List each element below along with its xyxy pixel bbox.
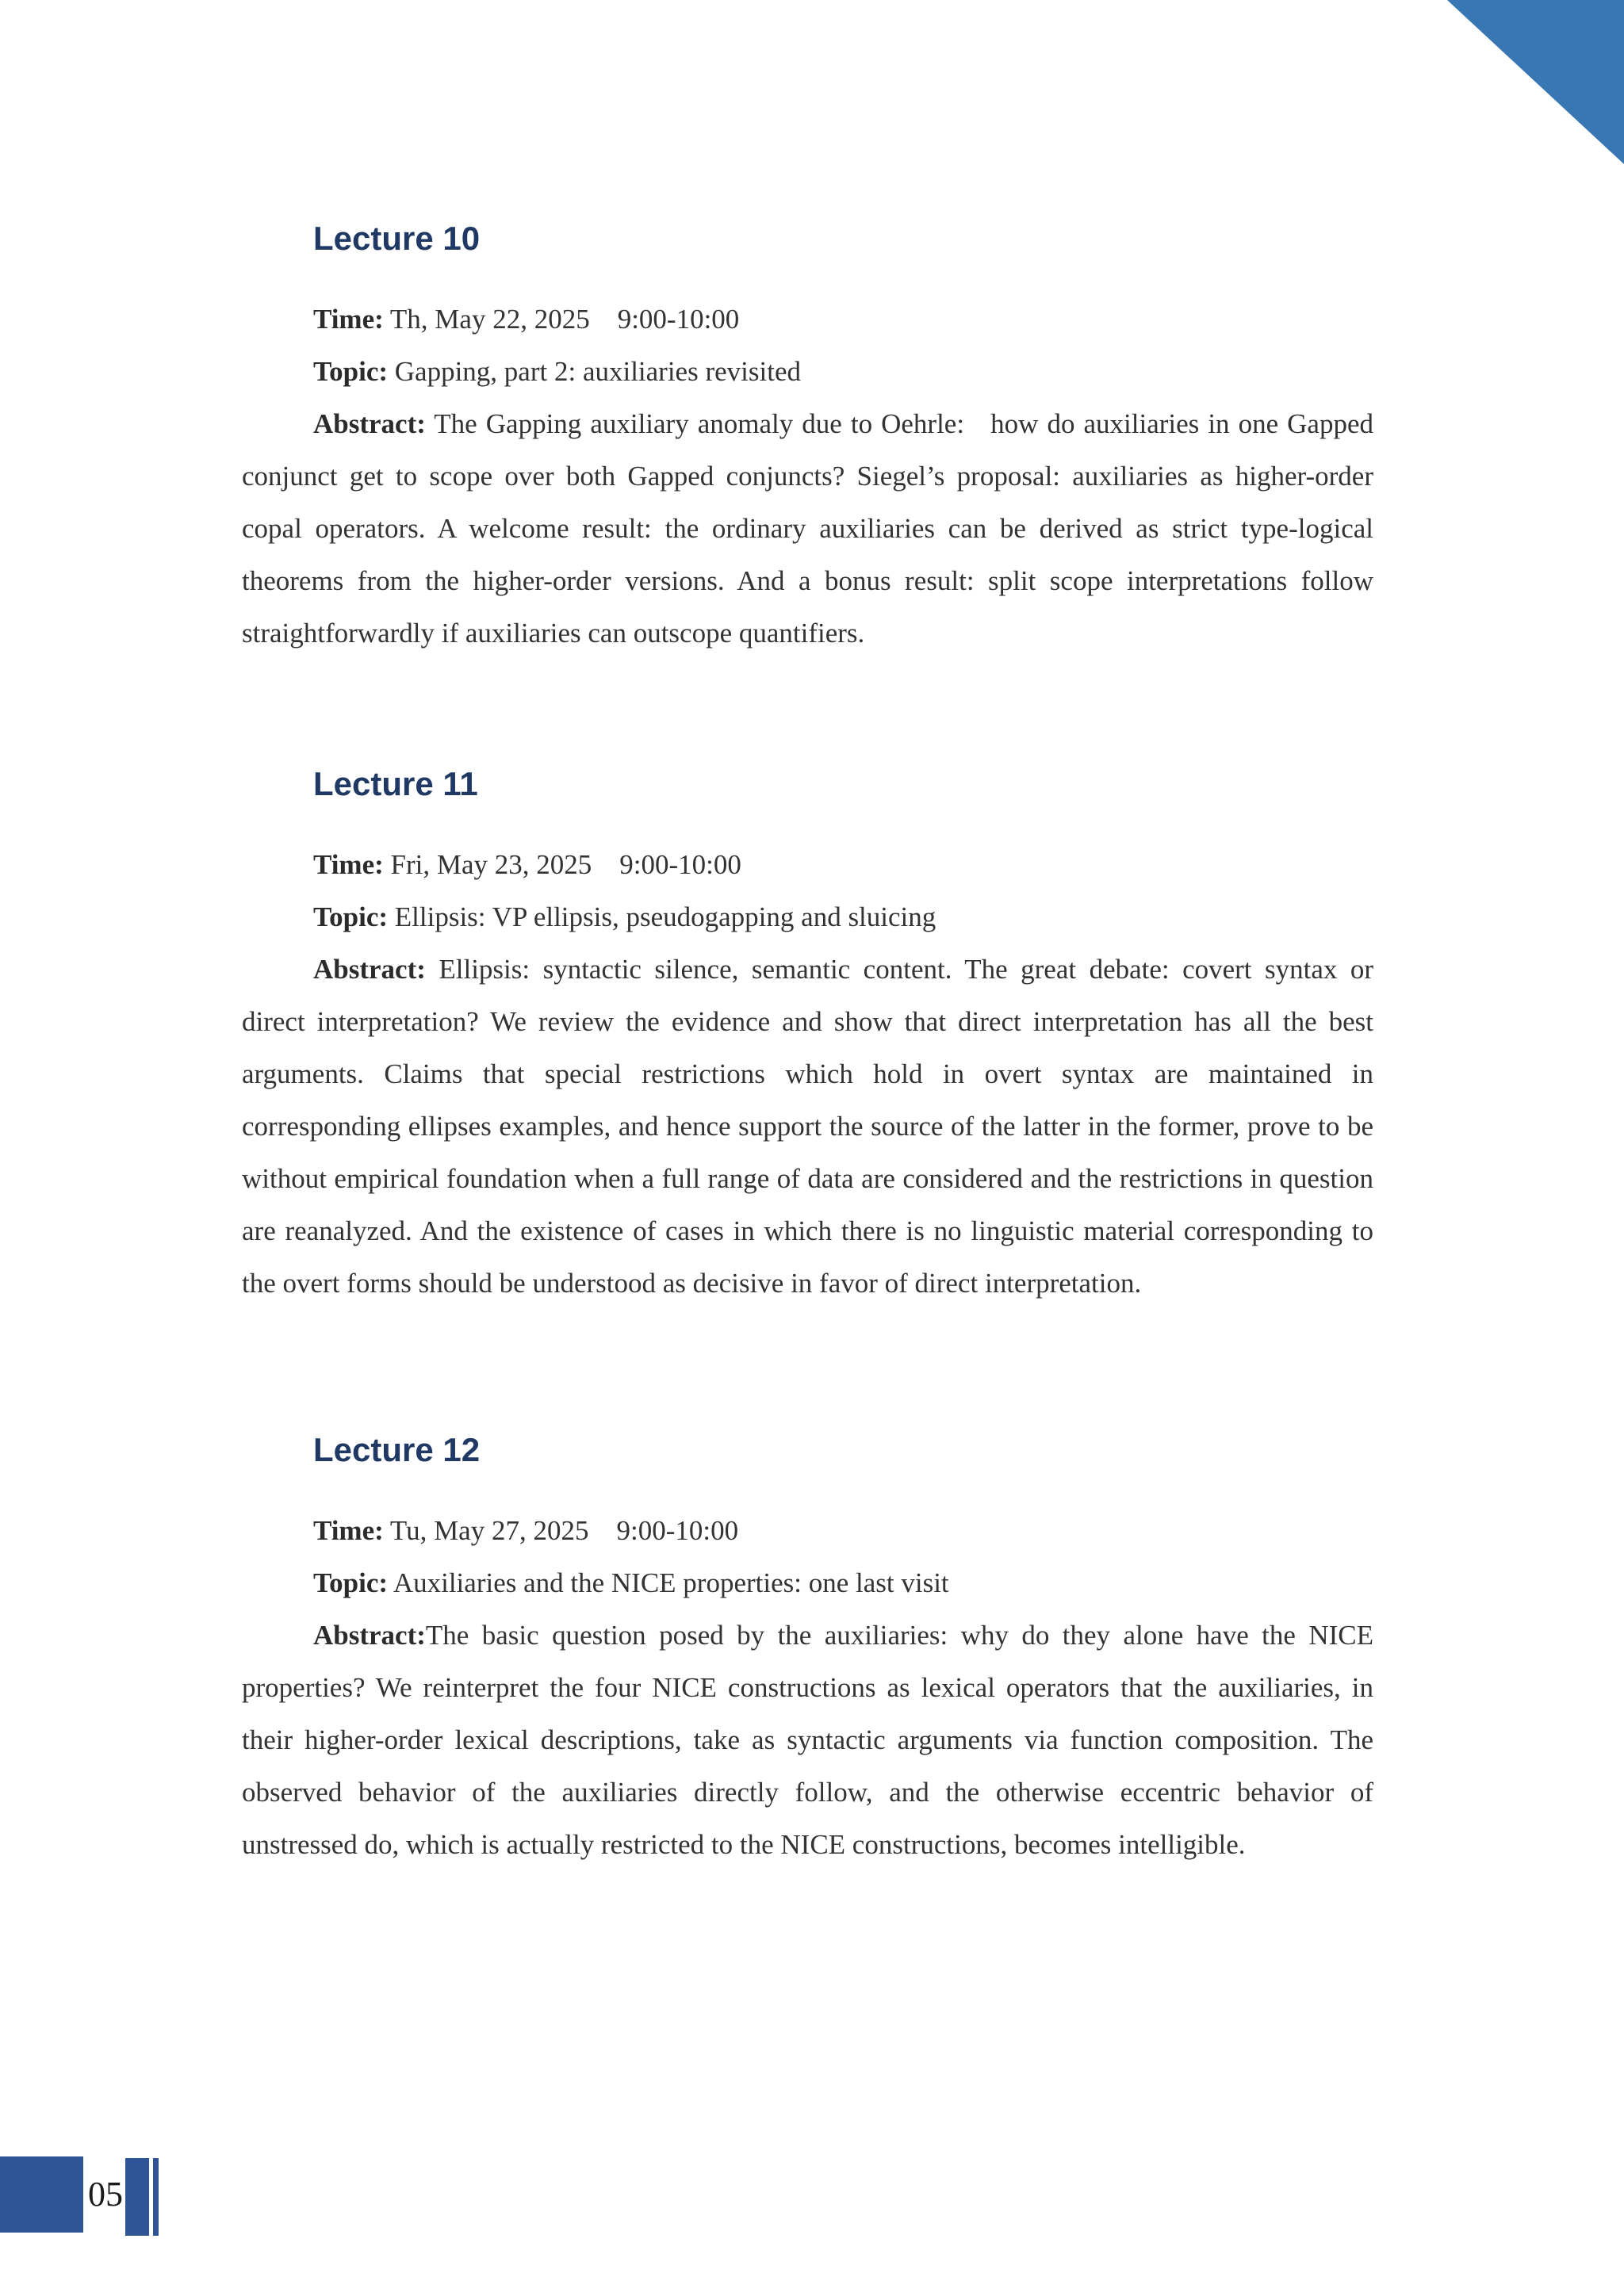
topic-label: Topic: <box>313 356 389 387</box>
footer-bar-thin <box>153 2158 159 2236</box>
time-row <box>242 839 1373 891</box>
abstract-label: Abstract: <box>313 1620 426 1651</box>
lecture-title: Lecture 12 <box>313 1431 481 1468</box>
time-label: Time: <box>313 849 384 880</box>
abstract-paragraph <box>242 398 1373 660</box>
topic-label: Topic: <box>313 901 389 932</box>
lecture-title: Lecture 11 <box>313 765 478 802</box>
lecture-section <box>242 0 1373 660</box>
abstract-paragraph <box>242 943 1373 1310</box>
topic-value: Auxiliaries and the NICE properties: one last visit <box>388 1567 949 1598</box>
topic-row <box>242 346 1373 398</box>
lecture-title: Lecture 10 <box>313 220 481 257</box>
page-number: 05 <box>88 2175 123 2214</box>
topic-row <box>242 1557 1373 1609</box>
abstract-label: Abstract: <box>313 408 426 439</box>
topic-label: Topic: <box>313 1567 389 1598</box>
time-row <box>242 1505 1373 1557</box>
topic-value: Gapping, part 2: auxiliaries revisited <box>388 356 801 387</box>
lecture-section <box>242 1430 1373 1871</box>
time-value: Tu, May 27, 2025 9:00-10:00 <box>383 1515 739 1546</box>
time-value: Th, May 22, 2025 9:00-10:00 <box>383 304 740 335</box>
time-label: Time: <box>313 1515 384 1546</box>
time-row <box>242 293 1373 346</box>
lecture-section <box>242 764 1373 1310</box>
topic-row <box>242 891 1373 943</box>
footer-square-block <box>0 2156 83 2233</box>
abstract-paragraph <box>242 1609 1373 1871</box>
page-content <box>242 0 1373 1871</box>
abstract-text: The Gapping auxiliary anomaly due to Oehrle: how do auxiliaries in one Gapped conjunct get to scope over both Gapped conjuncts? Siegel’s proposal: auxiliaries as higher-order copal operators. A welcome result: the ordinary auxiliaries can be derived as strict type-logical theorems from the higher-order versions. And a bonus result: split scope interpretations follow straightforwardly if auxiliaries can outscope quantifiers. <box>242 408 1373 649</box>
corner-accent-triangle <box>1447 0 1624 164</box>
footer-bar-thick <box>125 2158 149 2236</box>
page-footer <box>0 2155 317 2236</box>
topic-value: Ellipsis: VP ellipsis, pseudogapping and sluicing <box>388 901 936 932</box>
time-value: Fri, May 23, 2025 9:00-10:00 <box>383 849 741 880</box>
abstract-label: Abstract: <box>313 954 426 985</box>
time-label: Time: <box>313 304 384 335</box>
abstract-text: The basic question posed by the auxiliaries: why do they alone have the NICE properties? We reinterpret the four NICE constructions as lexical operators that the auxiliaries, in their higher-order lexical descriptions, take as syntactic arguments via function composition. The observed behavior of the auxiliaries directly follow, and the otherwise eccentric behavior of unstressed do, which is actually restricted to the NICE constructions, becomes intelligible. <box>242 1620 1373 1860</box>
abstract-text: Ellipsis: syntactic silence, semantic content. The great debate: covert syntax or direct interpretation? We review the evidence and show that direct interpretation has all the best arguments. Claims that special restrictions which hold in overt syntax are maintained in corresponding ellipses examples, and hence support the source of the latter in the former, prove to be without empirical foundation when a full range of data are considered and the restrictions in question are reanalyzed. And the existence of cases in which there is no linguistic material corresponding to the overt forms should be understood as decisive in favor of direct interpretation. <box>242 954 1373 1299</box>
